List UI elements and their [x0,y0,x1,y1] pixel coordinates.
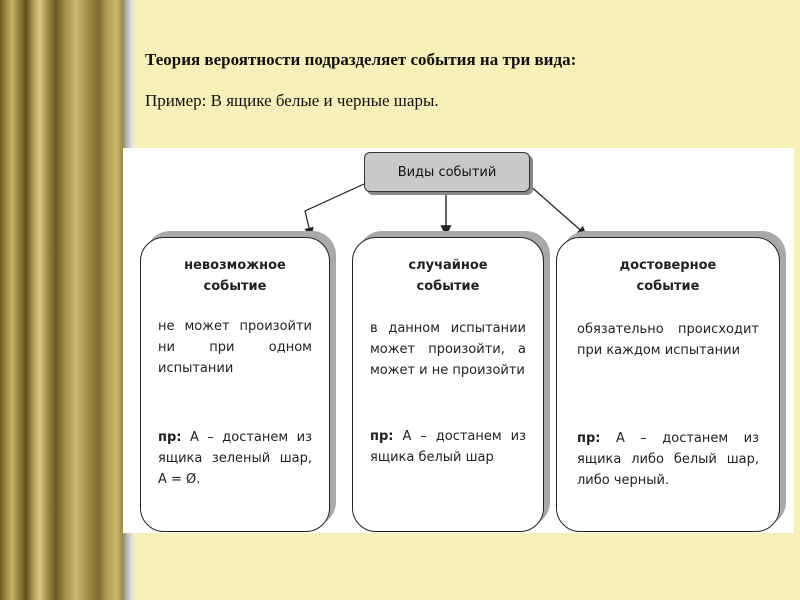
card-example [158,427,312,490]
example-text: А – достанем из ящика зеленый шар, А = Ø. [158,430,312,487]
example-text: А – достанем из ящика либо белый шар, либо черный. [577,431,759,488]
card-description: в данном испытании может произойти, а может и не произойти [370,321,526,378]
decorative-frame [0,0,135,600]
example-prefix: пр: [577,431,601,446]
root-node-event-types: Виды событий [364,152,530,192]
impossible-event-card [140,237,330,532]
card-example [577,428,759,491]
slide-subheading: Пример: В ящике белые и черные шары. [145,91,439,110]
event-types-diagram [123,148,794,533]
card-title: случайное событие [408,258,488,294]
arrow-to-certain [528,184,586,235]
card-example [370,426,526,468]
example-text: А – достанем из ящика белый шар [370,429,526,465]
example-prefix: пр: [370,429,394,444]
example-prefix: пр: [158,430,182,445]
card-description: не может произойти ни при одном испытании [158,319,312,376]
card-title: невозможное событие [184,258,286,294]
random-event-card [352,237,544,532]
slide-heading: Теория вероятности подразделяет события на три вида: [145,50,577,69]
card-title: достоверное событие [619,258,717,294]
arrow-to-impossible [305,184,364,236]
certain-event-card [556,237,780,532]
card-description: обязательно происходит при каждом испытании [577,322,759,358]
